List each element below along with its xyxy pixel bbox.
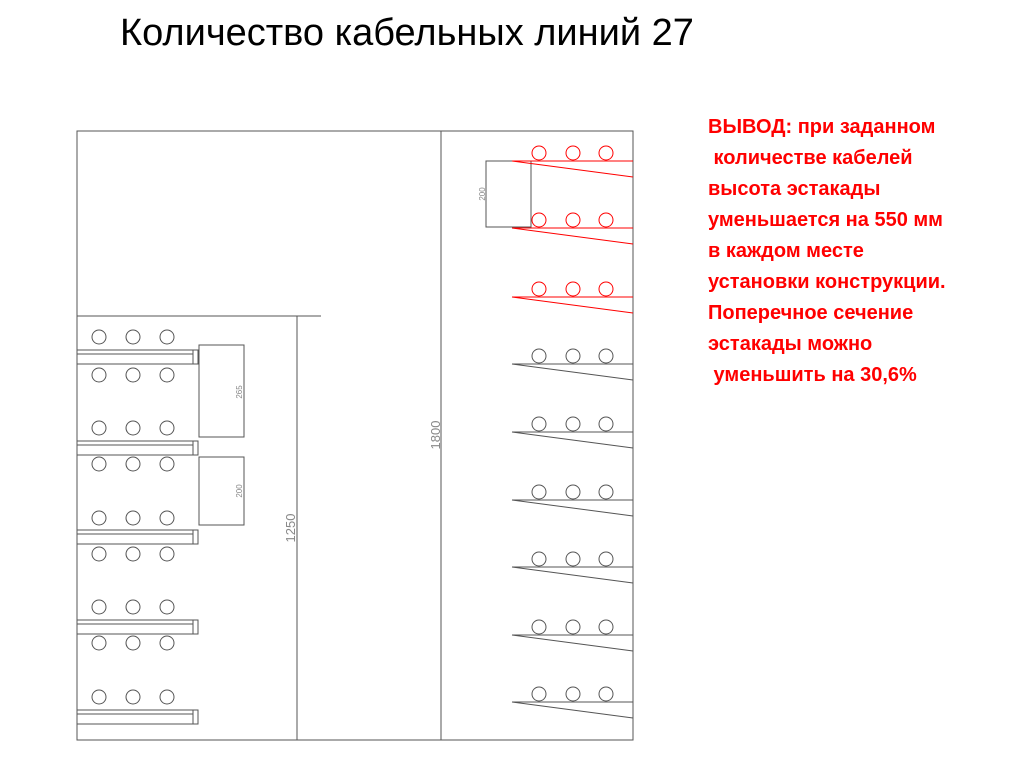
conclusion-line: высота эстакады <box>708 178 881 200</box>
cable-circle <box>566 620 580 634</box>
conclusion-line: в каждом месте <box>708 240 864 262</box>
cable-circle <box>126 368 140 382</box>
cable-circle <box>126 330 140 344</box>
cable-circle <box>92 457 106 471</box>
cable-circle <box>532 349 546 363</box>
cable-circle <box>160 511 174 525</box>
cable-circle <box>599 687 613 701</box>
bracket-strut <box>512 567 633 583</box>
cable-circle <box>92 421 106 435</box>
cable-circle <box>160 690 174 704</box>
dimension-box-200-right <box>486 161 531 227</box>
conclusion-line: эстакады можно <box>708 333 873 355</box>
dim-label-200-left: 200 <box>235 484 244 498</box>
bracket-strut <box>512 500 633 516</box>
cable-tray <box>77 441 198 455</box>
bracket-strut <box>512 161 633 177</box>
cable-circle <box>599 349 613 363</box>
cable-circle <box>532 485 546 499</box>
bracket-strut <box>512 702 633 718</box>
drawing-frame <box>77 131 633 740</box>
bracket-strut <box>512 364 633 380</box>
cable-circle <box>532 146 546 160</box>
cable-circle <box>160 457 174 471</box>
cable-circle <box>126 511 140 525</box>
cable-circle <box>92 600 106 614</box>
bracket-strut <box>512 228 633 244</box>
dim-label-1250: 1250 <box>283 513 298 543</box>
cable-circle <box>599 146 613 160</box>
cable-circle <box>160 636 174 650</box>
cable-circle <box>566 146 580 160</box>
cable-circle <box>566 213 580 227</box>
cable-circle <box>92 330 106 344</box>
bracket-strut <box>512 297 633 313</box>
conclusion-line: ВЫВОД: при заданном <box>708 116 936 138</box>
cable-circle <box>532 620 546 634</box>
conclusion-line: количестве кабелей <box>708 147 913 169</box>
cable-tray <box>77 710 198 724</box>
dim-label-265: 265 <box>235 385 244 399</box>
cable-circle <box>566 282 580 296</box>
cable-circle <box>599 282 613 296</box>
conclusion-line: уменьшить на 30,6% <box>708 364 917 386</box>
cable-circle <box>160 421 174 435</box>
cable-circle <box>532 687 546 701</box>
cable-circle <box>160 547 174 561</box>
cable-circle <box>160 368 174 382</box>
cable-circle <box>566 687 580 701</box>
cable-circle <box>126 547 140 561</box>
cable-circle <box>566 417 580 431</box>
cable-circle <box>92 547 106 561</box>
cable-circle <box>126 690 140 704</box>
conclusion-line: уменьшается на 550 мм <box>708 209 943 231</box>
cable-tray <box>77 350 198 364</box>
cable-circle <box>532 282 546 296</box>
dim-label-200-right: 200 <box>478 187 487 201</box>
conclusion-text <box>708 112 1024 391</box>
bracket-strut <box>512 432 633 448</box>
cable-circle <box>92 368 106 382</box>
cable-circle <box>599 213 613 227</box>
cable-circle <box>599 552 613 566</box>
conclusion-line: Поперечное сечение <box>708 302 914 324</box>
cable-tray <box>77 620 198 634</box>
cable-tray <box>77 530 198 544</box>
cable-circle <box>126 457 140 471</box>
conclusion-line: установки конструкции. <box>708 271 946 293</box>
cable-circle <box>160 600 174 614</box>
cable-circle <box>160 330 174 344</box>
cable-circle <box>532 552 546 566</box>
cable-circle <box>126 600 140 614</box>
bracket-strut <box>512 635 633 651</box>
cable-circle <box>92 690 106 704</box>
dim-label-1800: 1800 <box>428 420 443 450</box>
left-cable-shelves <box>77 330 198 724</box>
cable-circle <box>532 213 546 227</box>
cable-circle <box>92 511 106 525</box>
cable-circle <box>599 417 613 431</box>
cable-circle <box>566 349 580 363</box>
cable-circle <box>599 620 613 634</box>
cable-circle <box>532 417 546 431</box>
cable-circle <box>126 636 140 650</box>
cable-circle <box>92 636 106 650</box>
slide-title: Количество кабельных линий 27 <box>120 12 694 54</box>
cable-circle <box>126 421 140 435</box>
right-cable-shelves <box>512 146 633 718</box>
cable-circle <box>566 552 580 566</box>
cable-circle <box>599 485 613 499</box>
cable-circle <box>566 485 580 499</box>
